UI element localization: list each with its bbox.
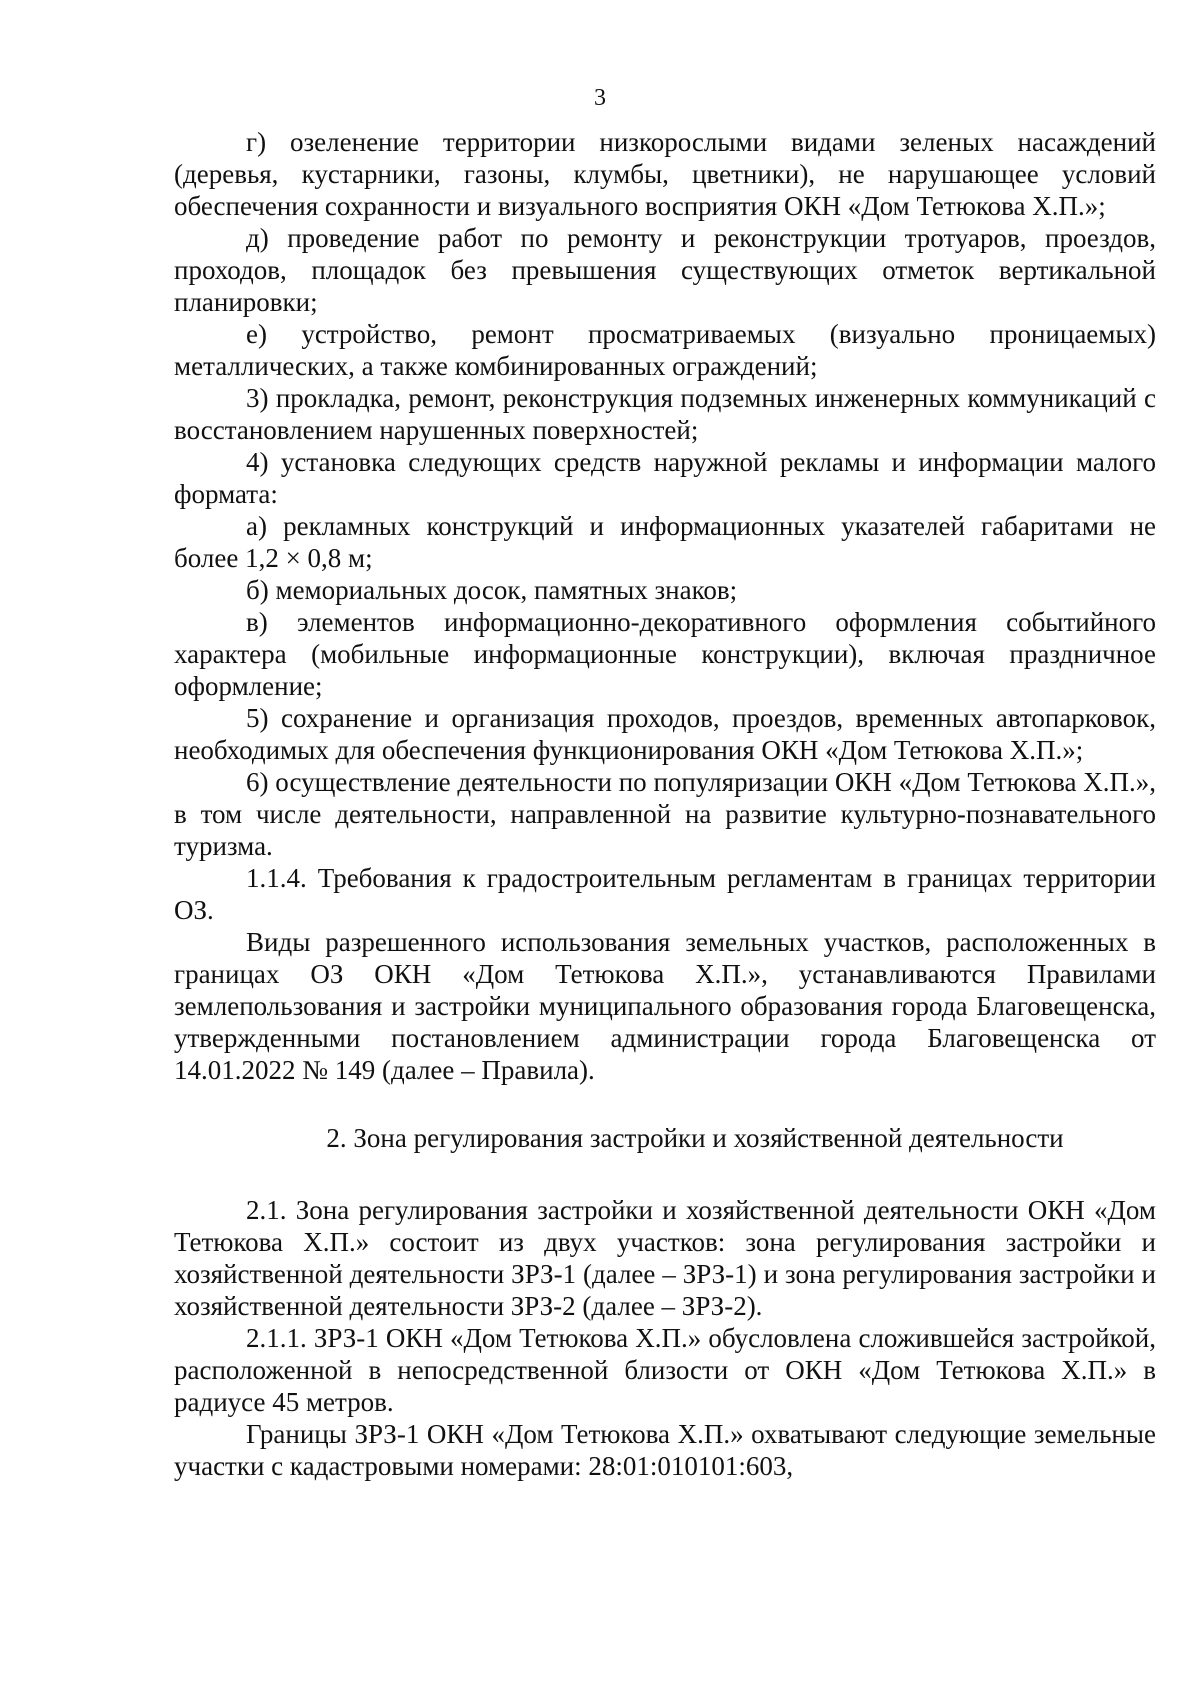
paragraph-3-utilities: 3) прокладка, ремонт, реконструкция подземных инженерных коммуникаций с восстановлением нарушенных поверхностей; [174,383,1156,445]
paragraph-5-passages: 5) сохранение и организация проходов, проездов, временных автопарковок, необходимых для обеспечения функционирования ОКН «Дом Тетюкова Х.П.»; [174,703,1156,765]
paragraph-6-popularization: 6) осуществление деятельности по популяризации ОКН «Дом Тетюкова Х.П.», в том числе деятельности, направленной на развитие культурно-познавательного туризма. [174,767,1156,861]
paragraph-d-sidewalk-repair: д) проведение работ по ремонту и реконструкции тротуаров, проездов, проходов, площадок без превышения существующих отметок вертикальной планировки; [174,223,1156,317]
paragraph-v-decorative-elements: в) элементов информационно-декоративного оформления событийного характера (мобильные информационные конструкции), включая праздничное оформление; [174,607,1156,701]
section-heading-2: 2. Зона регулирования застройки и хозяйственной деятельности [326,1123,1064,1153]
document-body [174,126,1156,1482]
paragraph-4-advertising: 4) установка следующих средств наружной рекламы и информации малого формата: [174,447,1156,509]
paragraph-permitted-use: Виды разрешенного использования земельных участков, расположенных в границах ОЗ ОКН «Дом Тетюкова Х.П.», устанавливаются Правилами землепользования и застройки муниципального образования города Благовещенска, утвержденными постановлением администрации города Благовещенска от 14.01.2022 № 149 (далее – Правила). [174,927,1156,1085]
paragraph-zrz1-boundaries: Границы ЗРЗ-1 ОКН «Дом Тетюкова Х.П.» охватывают следующие земельные участки с кадастровыми номерами: 28:01:010101:603, [174,1419,1156,1481]
paragraph-e-fencing: е) устройство, ремонт просматриваемых (визуально проницаемых) металлических, а также комбинированных ограждений; [174,319,1156,381]
paragraph-2-1-1-zrz1: 2.1.1. ЗРЗ-1 ОКН «Дом Тетюкова Х.П.» обусловлена сложившейся застройкой, расположенной в непосредственной близости от ОКН «Дом Тетюкова Х.П.» в радиусе 45 метров. [174,1323,1156,1417]
page-number: 3 [594,85,606,111]
paragraph-b-memorial-plaques: б) мемориальных досок, памятных знаков; [246,575,738,605]
paragraph-1-1-4-requirements: 1.1.4. Требования к градостроительным регламентам в границах территории ОЗ. [174,863,1156,925]
paragraph-g-landscaping: г) озеленение территории низкорослыми видами зеленых насаждений (деревья, кустарники, газоны, клумбы, цветники), не нарушающее условий обеспечения сохранности и визуального восприятия ОКН «Дом Тетюкова Х.П.»; [174,127,1156,221]
paragraph-a-ad-structures: а) рекламных конструкций и информационных указателей габаритами не более 1,2 × 0,8 м; [174,511,1156,573]
paragraph-2-1-zone-composition: 2.1. Зона регулирования застройки и хозяйственной деятельности ОКН «Дом Тетюкова Х.П.» состоит из двух участков: зона регулирования застройки и хозяйственной деятельности ЗРЗ-1 (далее – ЗРЗ-1) и зона регулирования застройки и хозяйственной деятельности ЗРЗ-2 (далее – ЗРЗ-2). [174,1195,1156,1321]
